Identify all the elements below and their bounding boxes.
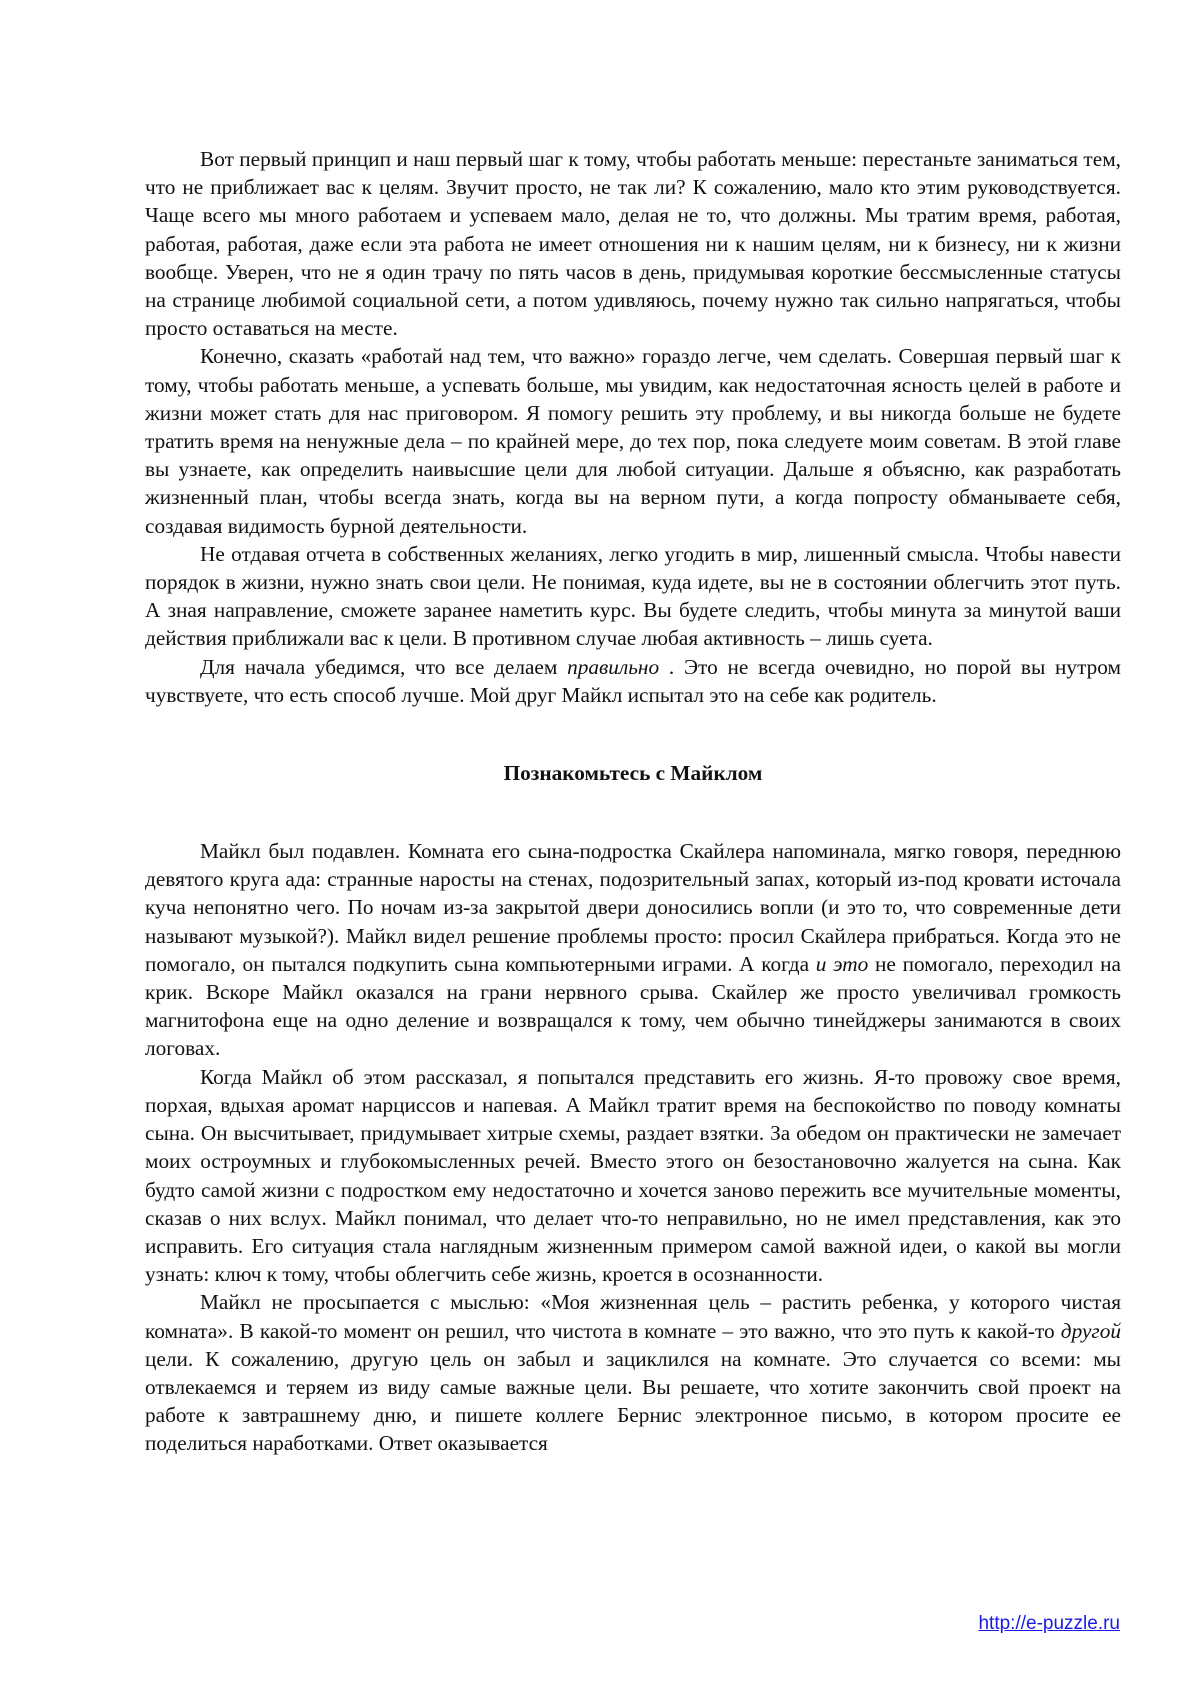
- paragraph-6: Когда Майкл об этом рассказал, я попытался представить его жизнь. Я-то провожу свое время, порхая, вдыхая аромат нарциссов и напевая. А Майкл тратит время на беспокойство по поводу комнаты сына. Он высчитывает, придумывает хитрые схемы, раздает взятки. За обедом он практически не замечает моих остроумных и глубокомысленных речей. Вместо этого он безостановочно жалуется на сына. Как будто самой жизни с подростком ему недостаточно и хочется заново пережить все мучительные моменты, сказав о них вслух. Майкл понимал, что делает что-то неправильно, но не имел представления, как это исправить. Его ситуация стала наглядным жизненным примером самой важной идеи, о какой вы могли узнать: ключ к тому, чтобы облегчить себе жизнь, кроется в осознанности.: [145, 1064, 1121, 1287]
- paragraph-7: [145, 1288, 1121, 1457]
- paragraph-5-text-a: Майкл был подавлен. Комната его сына-подростка Скайлера напоминала, мягко говоря, переднюю девятого круга ада: странные наросты на стенах, подозрительный запах, который из-под кровати источала куча непонятно чего. По ночам из-за закрытой двери доносились вопли (и это то, что современные дети называют музыкой?). Майкл видел решение проблемы просто: просил Скайлера прибраться. Когда это не помогало, он пытался подкупить сына компьютерными играми. А когда: [145, 839, 1121, 976]
- paragraph-5: [145, 837, 1121, 1063]
- paragraph-5-italic: и это: [815, 951, 869, 976]
- paragraph-4: [145, 653, 1121, 709]
- footer-link[interactable]: http://e-puzzle.ru: [978, 1613, 1120, 1634]
- paragraph-7-italic: другой: [1060, 1318, 1121, 1343]
- paragraph-7-text-a: Майкл не просыпается с мыслью: «Моя жизненная цель – растить ребенка, у которого чистая комната». В какой-то момент он решил, что чистота в комнате – это важно, что это путь к какой-то: [145, 1290, 1121, 1343]
- paragraph-1: Вот первый принцип и наш первый шаг к тому, чтобы работать меньше: перестаньте заниматься тем, что не приближает вас к целям. Звучит просто, не так ли? К сожалению, мало кто этим руководствуется. Чаще всего мы много работаем и успеваем мало, делая не то, что должны. Мы тратим время, работая, работая, работая, даже если эта работа не имеет отношения ни к нашим целям, ни к бизнесу, ни к жизни вообще. Уверен, что не я один трачу по пять часов в день, придумывая короткие бессмысленные статусы на странице любимой социальной сети, а потом удивляюсь, почему нужно так сильно напрягаться, чтобы просто оставаться на месте.: [145, 147, 1121, 341]
- section-heading: Познакомьтесь с Майклом: [503, 761, 763, 786]
- paragraph-3: Не отдавая отчета в собственных желаниях, легко угодить в мир, лишенный смысла. Чтобы навести порядок в жизни, нужно знать свои цели. Не понимая, куда идете, вы не в состоянии облегчить этот путь. А зная направление, сможете заранее наметить курс. Вы будете следить, чтобы минута за минутой ваши действия приближали вас к цели. В противном случае любая активность – лишь суета.: [145, 541, 1121, 651]
- paragraph-4-italic: правильно: [567, 654, 660, 679]
- paragraph-7-text-b: цели. К сожалению, другую цель он забыл и зациклился на комнате. Это случается со всеми: мы отвлекаемся и теряем из виду самые важные цели. Вы решаете, что хотите закончить свой проект на работе к завтрашнему дню, и пишете коллеге Бернис электронное письмо, в котором просите ее поделиться наработками. Ответ оказывается: [145, 1346, 1121, 1456]
- paragraph-2: Конечно, сказать «работай над тем, что важно» гораздо легче, чем сделать. Совершая первый шаг к тому, чтобы работать меньше, а успевать больше, мы увидим, как недостаточная ясность целей в работе и жизни может стать для нас приговором. Я помогу решить эту проблему, и вы никогда больше не будете тратить время на ненужные дела – по крайней мере, до тех пор, пока следуете моим советам. В этой главе вы узнаете, как определить наивысшие цели для любой ситуации. Дальше я объясню, как разработать жизненный план, чтобы всегда знать, когда вы на верном пути, а когда попросту обманываете себя, создавая видимость бурной деятельности.: [145, 344, 1121, 538]
- document-page: [145, 145, 1121, 1458]
- paragraph-4-text-a: Для начала убедимся, что все делаем: [200, 654, 568, 679]
- paragraph-5-text-b: не помогало, переходил на крик. Вскоре Майкл оказался на грани нервного срыва. Скайлер же просто увеличивал громкость магнитофона еще на одно деление и возвращался к тому, чем обычно тинейджеры занимаются в своих логовах.: [145, 951, 1121, 1061]
- paragraph-4-text-b: . Это не всегда очевидно, но порой вы нутром чувствуете, что есть способ лучше. Мой друг Майкл испытал это на себе как родитель.: [145, 654, 1122, 707]
